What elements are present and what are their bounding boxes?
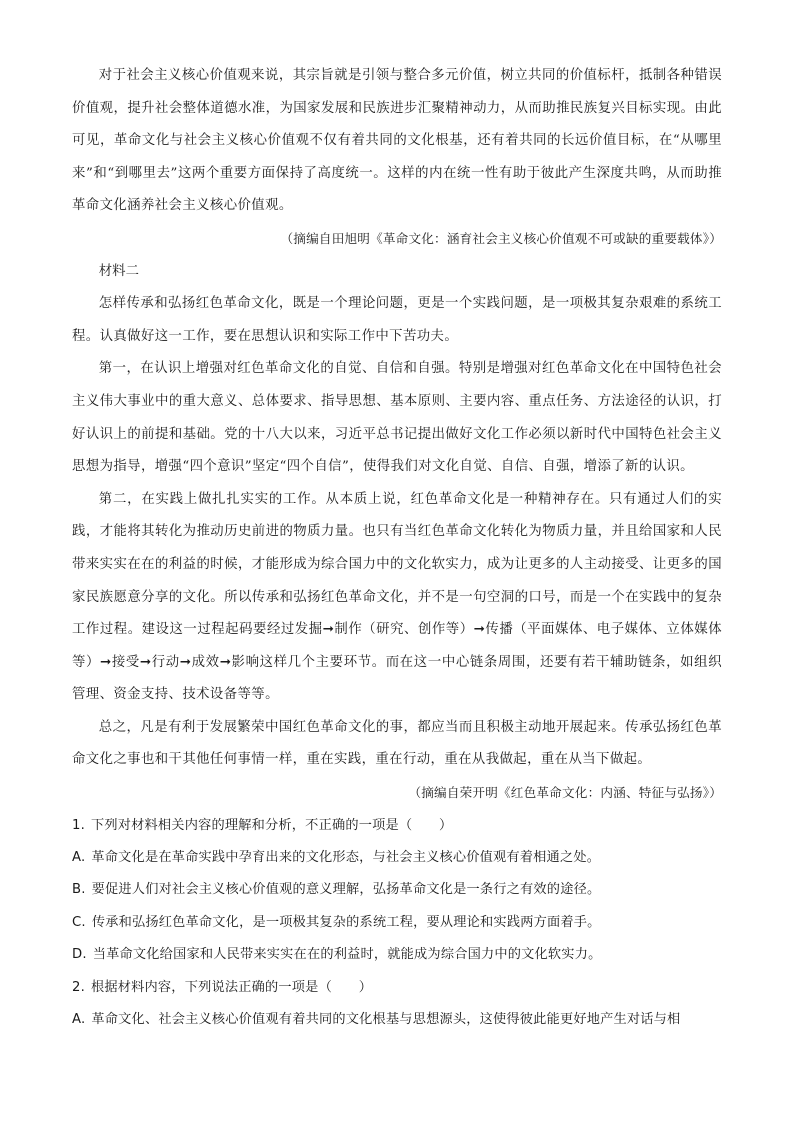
option-text: 传承和弘扬红色革命文化，是一项极其复杂的系统工程，要从理论和实践两方面着手。 bbox=[91, 914, 601, 930]
option-text: 当革命文化给国家和人民带来实实在在的利益时，就能成为综合国力中的文化软实力。 bbox=[92, 947, 602, 963]
material2-paragraph: 总之，凡是有利于发展繁荣中国红色革命文化的事，都应当而且积极主动地开展起来。传承弘扬红色革命文化之事也和干其他任何事情一样，重在实践，重在行动，重在从我做起，重在从当下做起。 bbox=[72, 719, 722, 768]
question-stem: 根据材料内容，下列说法正确的一项是（ ） bbox=[90, 979, 373, 995]
material2-paragraph: 第二，在实践上做扎扎实实的工作。从本质上说，红色革命文化是一种精神存在。只有通过人们的实践，才能将其转化为推动历史前进的物质力量。也只有当红色革命文化转化为物质力量，并且给国家和人民带来实实在在的利益的时候，才能形成为综合国力中的文化软实力，成为让更多的人主动接受、让更多的国家民族愿意分享的文化。所以传承和弘扬红色革命文化，并不是一句空洞的口号，而是一个在实践中的复杂工作过程。建设这一过程起码要经过发掘➞制作（研究、创作等）➞传播（平面媒体、电子媒体、立体媒体等）➞接受➞行动➞成效➞影响这样几个主要环节。而在这一中心链条周围，还要有若干辅助链条，如组织管理、资金支持、技术设备等等。 bbox=[72, 491, 722, 703]
option-text: 革命文化是在革命实践中孕育出来的文化形态，与社会主义核心价值观有着相通之处。 bbox=[91, 850, 601, 866]
material2-paragraph: 怎样传承和弘扬红色革命文化，既是一个理论问题，更是一个实践问题，是一项极其复杂艰难的系统工程。认真做好这一工作，要在思想认识和实际工作中下苦功夫。 bbox=[72, 296, 722, 344]
question-1-option-d bbox=[72, 939, 722, 971]
question-1-option-a bbox=[72, 842, 722, 874]
option-letter: B. bbox=[72, 882, 86, 898]
question-1-option-b bbox=[72, 874, 722, 906]
option-letter: A. bbox=[72, 850, 86, 866]
question-number: 1. bbox=[72, 817, 85, 833]
question-1-option-c bbox=[72, 907, 722, 939]
question-number: 2. bbox=[72, 979, 85, 995]
material2-source: （摘编自荣开明《红色革命文化：内涵、特征与弘扬》） bbox=[408, 785, 722, 801]
question-stem: 下列对材料相关内容的理解和分析，不正确的一项是（ ） bbox=[90, 817, 453, 833]
material1-paragraph: 对于社会主义核心价值观来说，其宗旨就是引领与整合多元价值，树立共同的价值标杆，抵制各种错误价值观，提升社会整体道德水准，为国家发展和民族进步汇聚精神动力，从而助推民族复兴目标实现。由此可见，革命文化与社会主义核心价值观不仅有着共同的文化根基，还有着共同的长远价值目标，在“从哪里来”和“到哪里去”这两个重要方面保持了高度统一。这样的内在统一性有助于彼此产生深度共鸣，从而助推革命文化涵养社会主义核心价值观。 bbox=[72, 68, 722, 214]
question-2 bbox=[72, 972, 722, 1004]
option-letter: A. bbox=[72, 1012, 86, 1028]
option-text: 革命文化、社会主义核心价值观有着共同的文化根基与思想源头，这使得彼此能更好地产生对话与相 bbox=[91, 1012, 681, 1028]
option-letter: D. bbox=[72, 947, 87, 963]
question-2-option-a bbox=[72, 1004, 722, 1036]
option-letter: C. bbox=[72, 914, 86, 930]
document-content bbox=[72, 60, 722, 1037]
question-1 bbox=[72, 810, 722, 842]
material1-source: （摘编自田旭明《革命文化：涵育社会主义核心价值观不可或缺的重要载体》） bbox=[280, 230, 722, 246]
material2-paragraph: 第一，在认识上增强对红色革命文化的自觉、自信和自强。特别是增强对红色革命文化在中国特色社会主义伟大事业中的重大意义、总体要求、指导思想、基本原则、主要内容、重点任务、方法途径的认识，打好认识上的前提和基础。党的十八大以来，习近平总书记提出做好文化工作必须以新时代中国特色社会主义思想为指导，增强“四个意识”坚定“四个自信”，使得我们对文化自觉、自信、自强，增添了新的认识。 bbox=[72, 361, 722, 475]
option-text: 要促进人们对社会主义核心价值观的意义理解，弘扬革命文化是一条行之有效的途径。 bbox=[91, 882, 601, 898]
material2-heading: 材料二 bbox=[98, 263, 139, 279]
